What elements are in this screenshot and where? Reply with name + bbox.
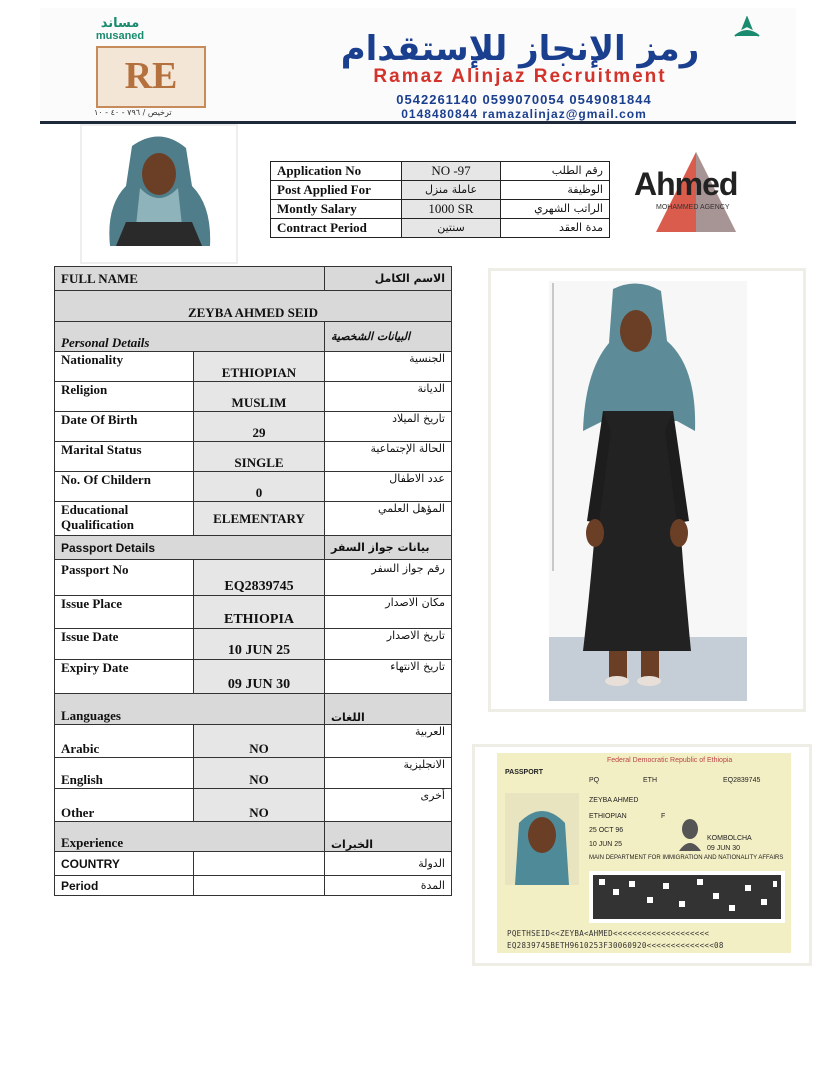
table-row (55, 852, 452, 876)
table-row (55, 629, 452, 660)
ministry-crest-icon (712, 16, 782, 44)
children-label: No. Of Childern (55, 472, 194, 502)
portrait-photo-small (80, 124, 238, 264)
table-row (55, 267, 452, 291)
passport-dob: 25 OCT 96 (589, 827, 624, 834)
letterhead-banner (40, 8, 796, 124)
table-row (271, 162, 610, 181)
dob-label-ar: تاريخ الميلاد (325, 412, 452, 442)
table-row (55, 560, 452, 596)
table-row (55, 352, 452, 382)
passport-details-title-ar: بيانات جواز السفر (325, 536, 452, 560)
full-name-label: FULL NAME (55, 267, 325, 291)
table-row (55, 660, 452, 694)
issue-place-value: ETHIOPIA (194, 596, 325, 629)
table-row (55, 536, 452, 560)
passport-authority: MAIN DEPARTMENT FOR IMMIGRATION AND NATIONALITY AFFAIRS (589, 855, 784, 861)
other-language-label-ar: أخرى (325, 789, 452, 822)
expiry-date-value: 09 JUN 30 (194, 660, 325, 694)
applicant-form (54, 266, 452, 896)
passport-mrz-line-2: EQ2839745BETH9610253F30060920<<<<<<<<<<<<<<08 (507, 941, 724, 950)
table-row (55, 291, 452, 322)
religion-label-ar: الديانة (325, 382, 452, 412)
passport-number: EQ2839745 (723, 777, 761, 784)
table-row (55, 322, 452, 352)
table-row (55, 596, 452, 629)
marital-status-value: SINGLE (194, 442, 325, 472)
post-applied-label: Post Applied For (271, 181, 402, 200)
experience-country-label: COUNTRY (55, 852, 194, 876)
passport-photo (505, 793, 579, 885)
salary-value: 1000 SR (402, 200, 501, 219)
nationality-value: ETHIOPIAN (194, 352, 325, 382)
passport-type: PQ (589, 777, 600, 784)
agency-subtitle: MOHAMMED AGENCY (656, 204, 730, 211)
post-applied-value: عاملة منزل (402, 181, 501, 200)
languages-title: Languages (55, 694, 325, 725)
passport-header: Federal Democratic Republic of Ethiopia (607, 757, 733, 764)
passport-page (497, 753, 791, 953)
experience-period-label: Period (55, 876, 194, 896)
company-name-arabic: رمز الإنجاز للإستقدام (340, 29, 700, 69)
passport-type-label: PASSPORT (505, 769, 543, 776)
table-row (271, 200, 610, 219)
contract-period-value: سنتين (402, 219, 501, 238)
passport-expiry-date: 09 JUN 30 (707, 845, 741, 852)
issue-place-label: Issue Place (55, 596, 194, 629)
salary-label-ar: الراتب الشهري (501, 200, 610, 219)
nationality-label-ar: الجنسية (325, 352, 452, 382)
religion-label: Religion (55, 382, 194, 412)
experience-country-value (194, 852, 325, 876)
religion-value: MUSLIM (194, 382, 325, 412)
table-row (55, 822, 452, 852)
personal-details-title-ar: البيانات الشخصية (325, 322, 452, 352)
table-row (271, 181, 610, 200)
table-row (55, 694, 452, 725)
passport-country-code: ETH (643, 777, 657, 784)
issue-date-value: 10 JUN 25 (194, 629, 325, 660)
children-label-ar: عدد الاطفال (325, 472, 452, 502)
contract-period-label-ar: مدة العقد (501, 219, 610, 238)
table-row (55, 472, 452, 502)
issue-date-label: Issue Date (55, 629, 194, 660)
post-applied-label-ar: الوظيفة (501, 181, 610, 200)
dob-label: Date Of Birth (55, 412, 194, 442)
passport-ghost-photo (677, 815, 703, 851)
company-logo: RE (96, 46, 206, 108)
table-row (55, 412, 452, 442)
table-row (55, 876, 452, 896)
english-value: NO (194, 758, 325, 789)
english-label-ar: الانجليزية (325, 758, 452, 789)
contract-period-label: Contract Period (271, 219, 402, 238)
agency-name: Ahmed (634, 166, 738, 202)
application-no-label-ar: رقم الطلب (501, 162, 610, 181)
company-name-english: Ramaz Alinjaz Recruitment (373, 66, 667, 87)
children-value: 0 (194, 472, 325, 502)
personal-details-title: Personal Details (55, 322, 325, 352)
languages-title-ar: اللغات (325, 694, 452, 725)
experience-country-label-ar: الدولة (325, 852, 452, 876)
marital-status-label-ar: الحالة الإجتماعية (325, 442, 452, 472)
experience-title-ar: الخبرات (325, 822, 452, 852)
application-table (270, 161, 610, 238)
application-no-value: NO -97 (402, 162, 501, 181)
passport-birth-place: KOMBOLCHA (707, 835, 752, 842)
table-row (55, 382, 452, 412)
passport-scan (472, 744, 812, 966)
passport-barcode (589, 871, 785, 923)
education-value: ELEMENTARY (194, 502, 325, 536)
agency-logo (630, 150, 760, 235)
passport-details-title: Passport Details (55, 536, 325, 560)
education-label: Educational Qualification (55, 502, 194, 536)
table-row (271, 219, 610, 238)
education-label-ar: المؤهل العلمي (325, 502, 452, 536)
full-body-photo (488, 268, 806, 712)
musaned-logo: مساند musaned (95, 16, 145, 42)
phone-numbers: 0542261140 0599070054 0549081844 (396, 92, 652, 107)
english-label: English (55, 758, 194, 789)
license-number: ترخيص / ٧٩٦ - ٤٠ - ١٠ (94, 108, 172, 117)
arabic-label: Arabic (55, 725, 194, 758)
full-name-label-ar: الاسم الكامل (325, 267, 452, 291)
passport-issue-date: 10 JUN 25 (589, 841, 623, 848)
table-row (55, 442, 452, 472)
table-row (55, 725, 452, 758)
passport-holder-name: ZEYBA AHMED (589, 797, 639, 804)
passport-no-label-ar: رقم جواز السفر (325, 560, 452, 596)
full-name-value: ZEYBA AHMED SEID (55, 291, 452, 322)
other-language-value: NO (194, 789, 325, 822)
table-row (55, 758, 452, 789)
table-row (55, 789, 452, 822)
passport-mrz-line-1: PQETHSEID<<ZEYBA<AHMED<<<<<<<<<<<<<<<<<<<< (507, 929, 710, 938)
experience-period-label-ar: المدة (325, 876, 452, 896)
arabic-value: NO (194, 725, 325, 758)
other-language-label: Other (55, 789, 194, 822)
dob-value: 29 (194, 412, 325, 442)
marital-status-label: Marital Status (55, 442, 194, 472)
passport-no-value: EQ2839745 (194, 560, 325, 596)
contact-email: 0148480844 ramazalinjaz@gmail.com (401, 107, 647, 121)
passport-no-label: Passport No (55, 560, 194, 596)
experience-title: Experience (55, 822, 325, 852)
passport-sex: F (661, 813, 666, 820)
issue-date-label-ar: تاريخ الاصدار (325, 629, 452, 660)
expiry-date-label-ar: تاريخ الانتهاء (325, 660, 452, 694)
salary-label: Montly Salary (271, 200, 402, 219)
nationality-label: Nationality (55, 352, 194, 382)
table-row (55, 502, 452, 536)
experience-period-value (194, 876, 325, 896)
expiry-date-label: Expiry Date (55, 660, 194, 694)
passport-nationality: ETHIOPIAN (589, 813, 627, 820)
application-no-label: Application No (271, 162, 402, 181)
arabic-label-ar: العربية (325, 725, 452, 758)
issue-place-label-ar: مكان الاصدار (325, 596, 452, 629)
